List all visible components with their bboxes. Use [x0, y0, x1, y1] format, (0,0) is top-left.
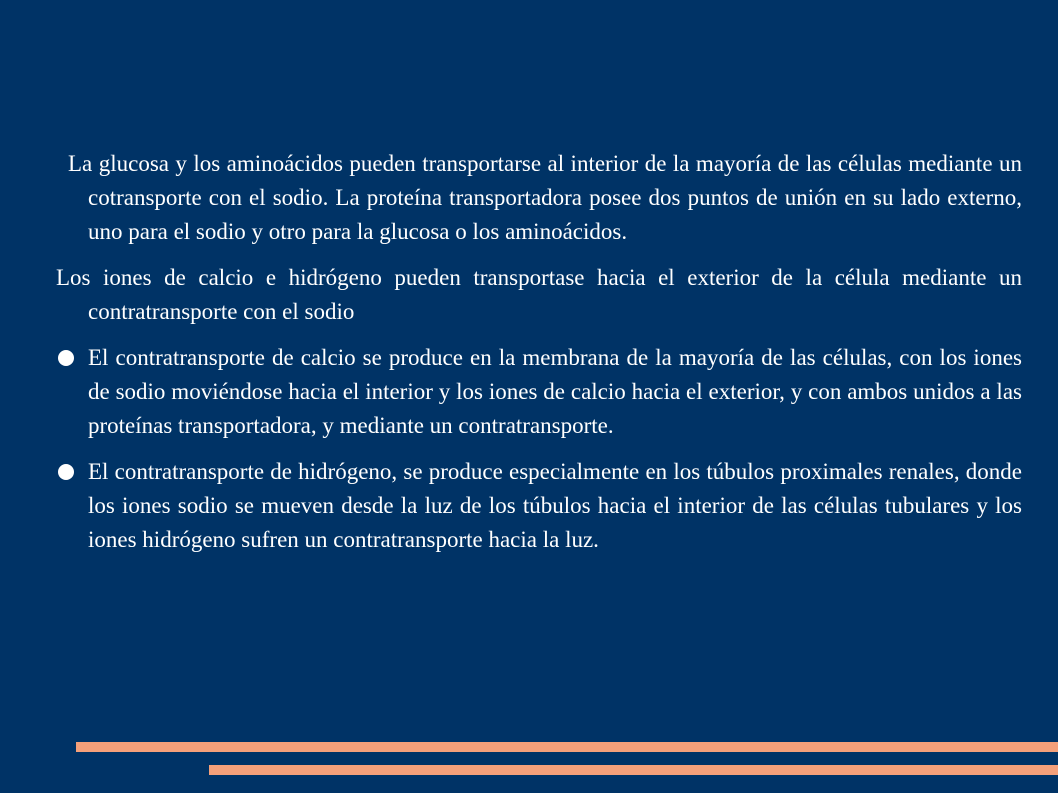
- paragraph-glucose-cotransport: La glucosa y los aminoácidos pueden transportarse al interior de la mayoría de las células mediante un cotransporte con el sodio. La proteína transportadora posee dos puntos de unión en su lado externo, uno para el sodio y otro para la glucosa o los aminoácidos.: [68, 151, 1022, 244]
- bullet-dot-icon: [58, 350, 74, 366]
- bullet-text-calcium: El contratransporte de calcio se produce en la membrana de la mayoría de las células, con los iones de sodio moviéndose hacia el interior y los iones de calcio hacia el exterior, y con ambos unidos a las proteínas transportadora, y mediante un contratransporte.: [88, 345, 1022, 438]
- bullet-item-calcium: [56, 341, 1022, 443]
- bullet-text-hydrogen: El contratransporte de hidrógeno, se produce especialmente en los túbulos proximales renales, donde los iones sodio se mueven desde la luz de los túbulos hacia el interior de las células tubulares y los iones hidrógeno sufren un contratransporte hacia la luz.: [88, 459, 1022, 552]
- decorative-bar-top: [76, 742, 1058, 752]
- slide-content: [56, 147, 1022, 569]
- decorative-bar-bottom: [209, 765, 1058, 775]
- bullet-dot-icon: [58, 464, 74, 480]
- paragraph-calcium-hydrogen: Los iones de calcio e hidrógeno pueden transportase hacia el exterior de la célula mediante un contratransporte con el sodio: [56, 265, 1022, 324]
- bullet-item-hydrogen: [56, 455, 1022, 557]
